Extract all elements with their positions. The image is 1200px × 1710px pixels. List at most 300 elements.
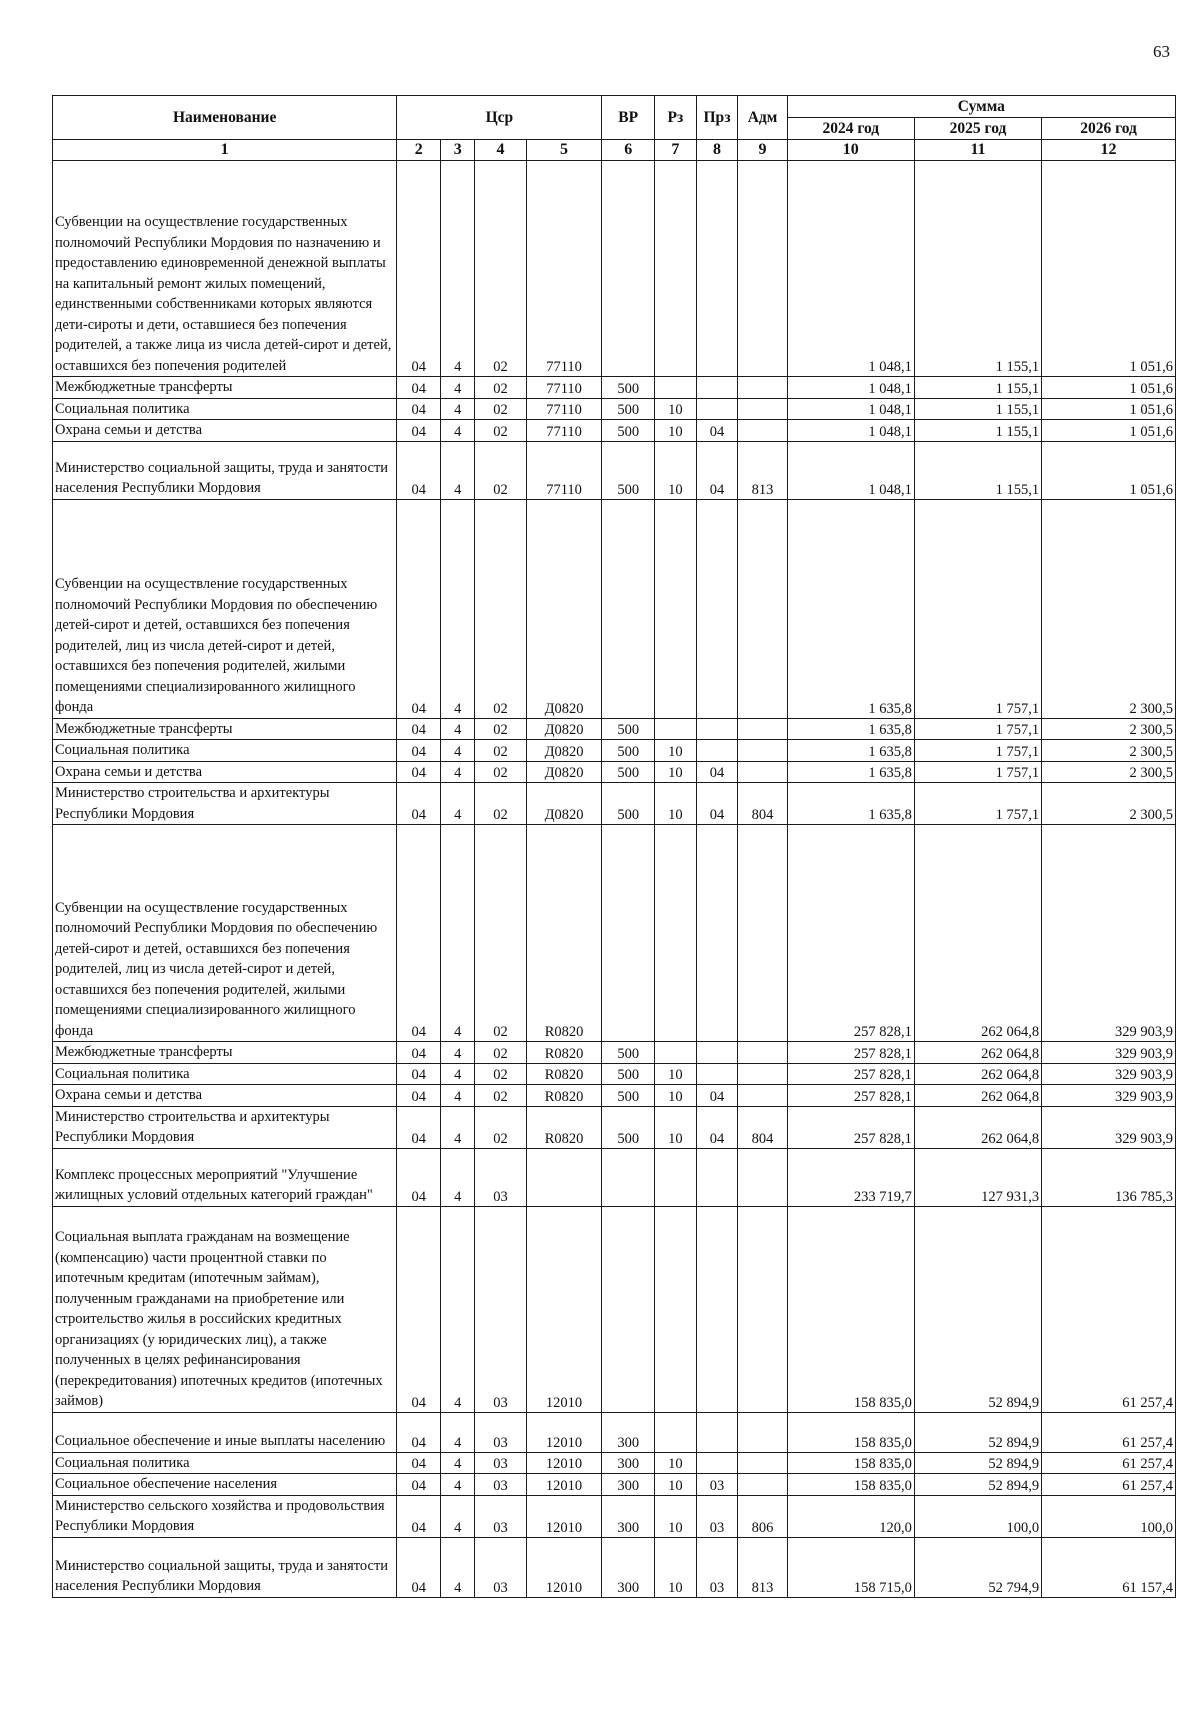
header-prz: Прз (696, 96, 738, 140)
csr-part-2: 4 (441, 1106, 475, 1148)
adm-cell: 804 (738, 1106, 787, 1148)
table-row (53, 1412, 1176, 1452)
csr-part-4: 12010 (526, 1537, 602, 1597)
row-name: Социальная политика (53, 1452, 397, 1474)
csr-part-2: 4 (441, 161, 475, 377)
table-row (53, 740, 1176, 762)
adm-cell (738, 1452, 787, 1474)
sum-2026: 2 300,5 (1042, 740, 1176, 762)
row-name: Министерство социальной защиты, труда и занятости населения Республики Мордовия (53, 1537, 397, 1597)
rz-cell: 10 (655, 1452, 697, 1474)
csr-part-1: 04 (397, 1042, 441, 1064)
vr-cell: 300 (602, 1537, 655, 1597)
vr-cell: 500 (602, 377, 655, 399)
rz-cell: 10 (655, 740, 697, 762)
sum-2025: 1 757,1 (914, 499, 1041, 718)
prz-cell: 03 (696, 1495, 738, 1537)
rz-cell: 10 (655, 1474, 697, 1496)
sum-2024: 1 635,8 (787, 718, 914, 740)
rz-cell: 10 (655, 1063, 697, 1085)
sum-2024: 120,0 (787, 1495, 914, 1537)
row-name: Охрана семьи и детства (53, 420, 397, 442)
prz-cell (696, 1412, 738, 1452)
csr-part-4 (526, 1148, 602, 1206)
adm-cell (738, 718, 787, 740)
row-name: Министерство сельского хозяйства и продовольствия Республики Мордовия (53, 1495, 397, 1537)
sum-2025: 262 064,8 (914, 1085, 1041, 1107)
adm-cell (738, 161, 787, 377)
sum-2024: 1 635,8 (787, 740, 914, 762)
row-name: Министерство социальной защиты, труда и занятости населения Республики Мордовия (53, 441, 397, 499)
csr-part-1: 04 (397, 1106, 441, 1148)
csr-part-4: R0820 (526, 1063, 602, 1085)
sum-2026: 61 257,4 (1042, 1206, 1176, 1412)
csr-part-4: 12010 (526, 1412, 602, 1452)
csr-part-2: 4 (441, 398, 475, 420)
csr-part-4: 12010 (526, 1206, 602, 1412)
prz-cell (696, 161, 738, 377)
csr-part-2: 4 (441, 1474, 475, 1496)
sum-2025: 1 757,1 (914, 740, 1041, 762)
sum-2025: 52 894,9 (914, 1474, 1041, 1496)
csr-part-2: 4 (441, 825, 475, 1042)
csr-part-4: R0820 (526, 825, 602, 1042)
column-number-6: 6 (602, 140, 655, 161)
sum-2026: 2 300,5 (1042, 499, 1176, 718)
table-row (53, 398, 1176, 420)
csr-part-2: 4 (441, 718, 475, 740)
vr-cell: 300 (602, 1452, 655, 1474)
csr-part-2: 4 (441, 1206, 475, 1412)
csr-part-3: 02 (475, 1106, 527, 1148)
rz-cell: 10 (655, 441, 697, 499)
sum-2024: 257 828,1 (787, 825, 914, 1042)
csr-part-3: 02 (475, 1042, 527, 1064)
sum-2024: 1 048,1 (787, 161, 914, 377)
rz-cell: 10 (655, 761, 697, 783)
sum-2025: 1 757,1 (914, 783, 1041, 825)
sum-2026: 329 903,9 (1042, 1063, 1176, 1085)
csr-part-2: 4 (441, 1452, 475, 1474)
table-row (53, 761, 1176, 783)
csr-part-1: 04 (397, 377, 441, 399)
table-row (53, 783, 1176, 825)
prz-cell (696, 1042, 738, 1064)
row-name: Социальная политика (53, 398, 397, 420)
sum-2026: 61 157,4 (1042, 1537, 1176, 1597)
table-row (53, 1495, 1176, 1537)
csr-part-4: 12010 (526, 1452, 602, 1474)
sum-2024: 158 715,0 (787, 1537, 914, 1597)
table-row (53, 825, 1176, 1042)
adm-cell (738, 740, 787, 762)
sum-2024: 1 635,8 (787, 499, 914, 718)
csr-part-1: 04 (397, 1412, 441, 1452)
prz-cell (696, 1452, 738, 1474)
csr-part-3: 02 (475, 161, 527, 377)
csr-part-4: R0820 (526, 1085, 602, 1107)
csr-part-1: 04 (397, 398, 441, 420)
table-row (53, 1148, 1176, 1206)
row-name: Министерство строительства и архитектуры Республики Мордовия (53, 1106, 397, 1148)
csr-part-4: R0820 (526, 1042, 602, 1064)
csr-part-1: 04 (397, 1452, 441, 1474)
csr-part-1: 04 (397, 825, 441, 1042)
column-number-4: 4 (475, 140, 527, 161)
column-number-11: 11 (914, 140, 1041, 161)
csr-part-1: 04 (397, 1085, 441, 1107)
prz-cell (696, 825, 738, 1042)
sum-2025: 1 155,1 (914, 441, 1041, 499)
table-row (53, 1063, 1176, 1085)
csr-part-3: 02 (475, 1085, 527, 1107)
row-name: Социальное обеспечение населения (53, 1474, 397, 1496)
adm-cell (738, 420, 787, 442)
csr-part-3: 02 (475, 825, 527, 1042)
adm-cell (738, 499, 787, 718)
csr-part-1: 04 (397, 783, 441, 825)
table-row (53, 420, 1176, 442)
sum-2025: 1 757,1 (914, 761, 1041, 783)
rz-cell (655, 825, 697, 1042)
sum-2026: 1 051,6 (1042, 398, 1176, 420)
sum-2024: 257 828,1 (787, 1085, 914, 1107)
sum-2024: 257 828,1 (787, 1063, 914, 1085)
rz-cell: 10 (655, 1106, 697, 1148)
header-year-2026: 2026 год (1042, 118, 1176, 140)
csr-part-3: 03 (475, 1474, 527, 1496)
vr-cell (602, 825, 655, 1042)
csr-part-3: 03 (475, 1495, 527, 1537)
csr-part-2: 4 (441, 1042, 475, 1064)
csr-part-2: 4 (441, 1412, 475, 1452)
vr-cell: 500 (602, 761, 655, 783)
sum-2025: 127 931,3 (914, 1148, 1041, 1206)
csr-part-2: 4 (441, 761, 475, 783)
vr-cell: 500 (602, 1106, 655, 1148)
csr-part-3: 03 (475, 1206, 527, 1412)
csr-part-4: 77110 (526, 398, 602, 420)
sum-2025: 1 155,1 (914, 398, 1041, 420)
csr-part-1: 04 (397, 1206, 441, 1412)
sum-2025: 1 155,1 (914, 161, 1041, 377)
prz-cell: 04 (696, 783, 738, 825)
adm-cell (738, 398, 787, 420)
csr-part-2: 4 (441, 740, 475, 762)
row-name: Межбюджетные трансферты (53, 718, 397, 740)
rz-cell (655, 1148, 697, 1206)
csr-part-4: 12010 (526, 1474, 602, 1496)
sum-2026: 329 903,9 (1042, 1042, 1176, 1064)
vr-cell (602, 1206, 655, 1412)
csr-part-2: 4 (441, 1537, 475, 1597)
rz-cell: 10 (655, 398, 697, 420)
rz-cell: 10 (655, 783, 697, 825)
header-vr: ВР (602, 96, 655, 140)
table-body (53, 161, 1176, 1598)
csr-part-1: 04 (397, 441, 441, 499)
csr-part-3: 02 (475, 377, 527, 399)
table-row (53, 1537, 1176, 1597)
rz-cell (655, 499, 697, 718)
prz-cell (696, 1063, 738, 1085)
header-sum: Сумма (787, 96, 1175, 118)
adm-cell (738, 1148, 787, 1206)
sum-2024: 257 828,1 (787, 1042, 914, 1064)
sum-2024: 233 719,7 (787, 1148, 914, 1206)
header-year-2025: 2025 год (914, 118, 1041, 140)
row-name: Субвенции на осуществление государственных полномочий Республики Мордовия по обеспечению детей-сирот и детей, оставшихся без попечения родителей, лиц из числа детей-сирот и детей, оставшихся без попечения родителей, жилыми помещениями специализированного жилищного фонда (53, 499, 397, 718)
row-name: Социальное обеспечение и иные выплаты населению (53, 1412, 397, 1452)
vr-cell (602, 1148, 655, 1206)
adm-cell (738, 825, 787, 1042)
sum-2025: 1 155,1 (914, 420, 1041, 442)
row-name: Субвенции на осуществление государственных полномочий Республики Мордовия по назначению и предоставлению единовременной денежной выплаты на капитальный ремонт жилых помещений, единственными собственниками которых являются дети-сироты и дети, оставшиеся без попечения родителей, а также лица из числа детей-сирот и детей, оставшихся без попечения родителей (53, 161, 397, 377)
adm-cell (738, 1206, 787, 1412)
sum-2024: 1 048,1 (787, 377, 914, 399)
csr-part-2: 4 (441, 783, 475, 825)
sum-2024: 257 828,1 (787, 1106, 914, 1148)
adm-cell (738, 377, 787, 399)
sum-2024: 1 048,1 (787, 441, 914, 499)
sum-2025: 52 894,9 (914, 1206, 1041, 1412)
csr-part-1: 04 (397, 718, 441, 740)
column-number-10: 10 (787, 140, 914, 161)
sum-2025: 262 064,8 (914, 1106, 1041, 1148)
sum-2026: 329 903,9 (1042, 825, 1176, 1042)
csr-part-3: 02 (475, 740, 527, 762)
column-number-12: 12 (1042, 140, 1176, 161)
csr-part-3: 02 (475, 718, 527, 740)
sum-2026: 136 785,3 (1042, 1148, 1176, 1206)
vr-cell: 500 (602, 398, 655, 420)
sum-2025: 52 894,9 (914, 1412, 1041, 1452)
table-row (53, 441, 1176, 499)
prz-cell (696, 1148, 738, 1206)
csr-part-1: 04 (397, 1474, 441, 1496)
rz-cell: 10 (655, 1495, 697, 1537)
row-name: Межбюджетные трансферты (53, 377, 397, 399)
row-name: Социальная политика (53, 1063, 397, 1085)
sum-2024: 158 835,0 (787, 1452, 914, 1474)
adm-cell: 813 (738, 1537, 787, 1597)
adm-cell (738, 1085, 787, 1107)
prz-cell (696, 499, 738, 718)
csr-part-2: 4 (441, 420, 475, 442)
vr-cell: 500 (602, 718, 655, 740)
rz-cell (655, 1412, 697, 1452)
sum-2024: 1 048,1 (787, 398, 914, 420)
vr-cell: 500 (602, 783, 655, 825)
prz-cell: 04 (696, 761, 738, 783)
vr-cell: 500 (602, 420, 655, 442)
header-adm: Адм (738, 96, 787, 140)
csr-part-1: 04 (397, 1537, 441, 1597)
sum-2025: 52 794,9 (914, 1537, 1041, 1597)
csr-part-3: 02 (475, 398, 527, 420)
sum-2025: 262 064,8 (914, 825, 1041, 1042)
sum-2026: 2 300,5 (1042, 761, 1176, 783)
sum-2026: 2 300,5 (1042, 783, 1176, 825)
csr-part-3: 03 (475, 1452, 527, 1474)
prz-cell: 03 (696, 1537, 738, 1597)
csr-part-4: 77110 (526, 161, 602, 377)
column-number-1: 1 (53, 140, 397, 161)
csr-part-3: 02 (475, 420, 527, 442)
csr-part-4: Д0820 (526, 761, 602, 783)
table-row (53, 1474, 1176, 1496)
sum-2026: 61 257,4 (1042, 1452, 1176, 1474)
sum-2026: 61 257,4 (1042, 1412, 1176, 1452)
csr-part-4: 77110 (526, 377, 602, 399)
sum-2026: 1 051,6 (1042, 377, 1176, 399)
sum-2024: 158 835,0 (787, 1474, 914, 1496)
row-name: Субвенции на осуществление государственных полномочий Республики Мордовия по обеспечению детей-сирот и детей, оставшихся без попечения родителей, лиц из числа детей-сирот и детей, оставшихся без попечения родителей, жилыми помещениями специализированного жилищного фонда (53, 825, 397, 1042)
csr-part-3: 03 (475, 1412, 527, 1452)
sum-2024: 1 635,8 (787, 761, 914, 783)
vr-cell (602, 161, 655, 377)
table-row (53, 377, 1176, 399)
vr-cell: 500 (602, 441, 655, 499)
prz-cell (696, 398, 738, 420)
sum-2026: 100,0 (1042, 1495, 1176, 1537)
csr-part-1: 04 (397, 499, 441, 718)
rz-cell (655, 377, 697, 399)
vr-cell: 500 (602, 1042, 655, 1064)
csr-part-2: 4 (441, 1063, 475, 1085)
adm-cell (738, 1474, 787, 1496)
column-numbers-row (53, 140, 1176, 161)
row-name: Социальная выплата гражданам на возмещение (компенсацию) части процентной ставки по ипотечным кредитам (ипотечным займам), полученным гражданами на приобретение или строительство жилья в российских кредитных организациях (у юридических лиц), а также полученных в целях рефинансирования (перекредитования) ипотечных кредитов (ипотечных займов) (53, 1206, 397, 1412)
sum-2024: 158 835,0 (787, 1206, 914, 1412)
column-number-3: 3 (441, 140, 475, 161)
header-year-2024: 2024 год (787, 118, 914, 140)
csr-part-4: 77110 (526, 420, 602, 442)
csr-part-4: Д0820 (526, 740, 602, 762)
prz-cell: 04 (696, 420, 738, 442)
csr-part-3: 03 (475, 1148, 527, 1206)
csr-part-1: 04 (397, 1063, 441, 1085)
rz-cell: 10 (655, 420, 697, 442)
sum-2024: 1 635,8 (787, 783, 914, 825)
adm-cell: 806 (738, 1495, 787, 1537)
sum-2026: 329 903,9 (1042, 1106, 1176, 1148)
rz-cell: 10 (655, 1085, 697, 1107)
csr-part-4: 12010 (526, 1495, 602, 1537)
sum-2025: 262 064,8 (914, 1042, 1041, 1064)
csr-part-3: 02 (475, 783, 527, 825)
csr-part-2: 4 (441, 1148, 475, 1206)
table-row (53, 499, 1176, 718)
csr-part-4: Д0820 (526, 783, 602, 825)
csr-part-1: 04 (397, 1495, 441, 1537)
adm-cell: 813 (738, 441, 787, 499)
row-name: Министерство строительства и архитектуры Республики Мордовия (53, 783, 397, 825)
budget-table (52, 95, 1176, 1598)
prz-cell (696, 740, 738, 762)
csr-part-1: 04 (397, 761, 441, 783)
row-name: Охрана семьи и детства (53, 1085, 397, 1107)
row-name: Межбюджетные трансферты (53, 1042, 397, 1064)
header-csr: Цср (397, 96, 602, 140)
sum-2026: 1 051,6 (1042, 420, 1176, 442)
vr-cell: 300 (602, 1412, 655, 1452)
csr-part-2: 4 (441, 1495, 475, 1537)
column-number-8: 8 (696, 140, 738, 161)
adm-cell: 804 (738, 783, 787, 825)
csr-part-3: 03 (475, 1537, 527, 1597)
csr-part-3: 02 (475, 441, 527, 499)
sum-2025: 262 064,8 (914, 1063, 1041, 1085)
csr-part-3: 02 (475, 1063, 527, 1085)
csr-part-4: R0820 (526, 1106, 602, 1148)
rz-cell (655, 161, 697, 377)
csr-part-4: 77110 (526, 441, 602, 499)
prz-cell: 04 (696, 1106, 738, 1148)
sum-2024: 158 835,0 (787, 1412, 914, 1452)
row-name: Социальная политика (53, 740, 397, 762)
csr-part-1: 04 (397, 420, 441, 442)
table-row (53, 1085, 1176, 1107)
column-number-2: 2 (397, 140, 441, 161)
table-row (53, 1206, 1176, 1412)
sum-2026: 1 051,6 (1042, 161, 1176, 377)
column-number-9: 9 (738, 140, 787, 161)
header-name: Наименование (53, 96, 397, 140)
table-row (53, 1452, 1176, 1474)
vr-cell: 500 (602, 1085, 655, 1107)
table-row (53, 1042, 1176, 1064)
vr-cell (602, 499, 655, 718)
prz-cell (696, 1206, 738, 1412)
header-rz: Рз (655, 96, 697, 140)
prz-cell (696, 718, 738, 740)
sum-2025: 1 757,1 (914, 718, 1041, 740)
csr-part-2: 4 (441, 499, 475, 718)
csr-part-2: 4 (441, 441, 475, 499)
sum-2026: 329 903,9 (1042, 1085, 1176, 1107)
sum-2025: 1 155,1 (914, 377, 1041, 399)
vr-cell: 300 (602, 1474, 655, 1496)
csr-part-2: 4 (441, 377, 475, 399)
rz-cell (655, 1042, 697, 1064)
header-row (53, 96, 1176, 118)
table-row (53, 1106, 1176, 1148)
adm-cell (738, 761, 787, 783)
csr-part-1: 04 (397, 1148, 441, 1206)
adm-cell (738, 1063, 787, 1085)
prz-cell: 04 (696, 1085, 738, 1107)
sum-2026: 2 300,5 (1042, 718, 1176, 740)
csr-part-2: 4 (441, 1085, 475, 1107)
sum-2026: 61 257,4 (1042, 1474, 1176, 1496)
adm-cell (738, 1412, 787, 1452)
page-number: 63 (1153, 42, 1170, 61)
csr-part-3: 02 (475, 499, 527, 718)
vr-cell: 500 (602, 740, 655, 762)
rz-cell (655, 1206, 697, 1412)
csr-part-4: Д0820 (526, 718, 602, 740)
rz-cell: 10 (655, 1537, 697, 1597)
csr-part-3: 02 (475, 761, 527, 783)
column-number-5: 5 (526, 140, 602, 161)
csr-part-4: Д0820 (526, 499, 602, 718)
prz-cell: 03 (696, 1474, 738, 1496)
table-row (53, 718, 1176, 740)
vr-cell: 500 (602, 1063, 655, 1085)
adm-cell (738, 1042, 787, 1064)
csr-part-1: 04 (397, 740, 441, 762)
